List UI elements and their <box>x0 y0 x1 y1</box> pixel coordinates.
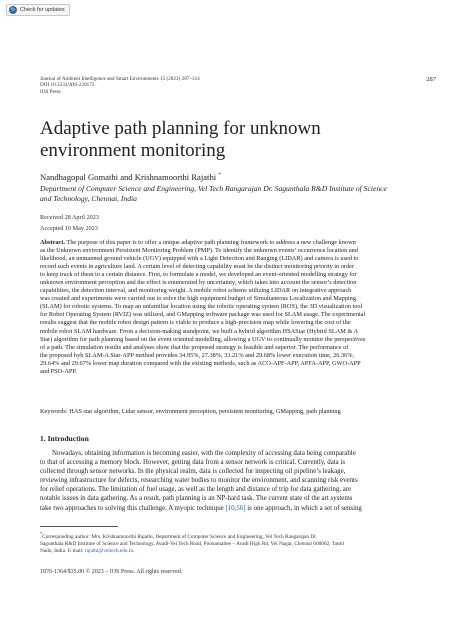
abstract-line: of a path. The simulation results and analyses show that the proposed strategy is feasible and superior. The performance of <box>40 343 349 351</box>
keywords-text: HAS star algorithm, Lidar sensor, environment perception, persistent monitoring, GMapping, path planning <box>69 408 341 415</box>
abstract-line: to keep track of them to a certain distance. First, to formulate a model, we developed an event-oriented modelling strategy for <box>40 271 357 279</box>
footnote-divider <box>40 526 118 527</box>
affiliation-line: Department of Computer Science and Engineering, Vel Tech Rangarajan Dr. Sagunthala R&D Institute of Science <box>40 184 387 193</box>
received-date: Received 28 April 2023 <box>40 214 99 221</box>
footnote <box>40 530 438 555</box>
abstract-line: as the Unknown environment Persistent Monitoring Problem (PMP). To identify the unknown events’ occurrence location and <box>40 247 358 255</box>
abstract-line: results suggest that the mobile robot design pattern is viable to produce a high-precision map while lowering the cost of the <box>40 319 351 327</box>
title-line: environment monitoring <box>40 140 226 161</box>
keywords-label: Keywords: <box>40 408 68 415</box>
abstract-line: unknown environment perception and the effect is enumerated by uncertainty, which takes into account the sensor’s detection <box>40 279 357 287</box>
accepted-date: Accepted 10 May 2023 <box>40 225 98 232</box>
paper-title <box>40 118 440 162</box>
corresponding-author-mark[interactable]: * <box>218 172 222 179</box>
copyright-notice: 1876-1364/$35.00 © 2023 – IOS Press. All rights reserved. <box>40 569 183 575</box>
footnote-line: *Corresponding author: Mrs. Krishnamoorthi Rajathi, Department of Computer Science and Engineering, Vel Tech Rangarajan Dr. <box>40 531 318 540</box>
abstract <box>40 239 438 376</box>
abstract-line: likelihood, an unmanned ground vehicle (UGV) equipped with a Light Detection and Ranging (LIDAR) and camera is used to <box>40 255 359 263</box>
body-line: for relief operations. The limitation of fuel usage, as well as the length and distance of trip for data gathering, are <box>40 486 352 494</box>
abstract-line: mobile robot SLAM hardware. From a decision-making standpoint, we built a hybrid algorithm HSAStar (Hybrid SLAM & A <box>40 327 359 335</box>
check-for-updates-badge[interactable] <box>6 4 70 16</box>
citation-link[interactable]: [10,56] <box>225 504 246 512</box>
body-line: reviewing infrastructure for defects, researching water bodies to monitor the environment, and scanning risk events <box>40 477 358 485</box>
page-number: 287 <box>426 76 436 83</box>
keywords <box>40 408 438 415</box>
journal-publisher: IOS Press <box>40 88 61 95</box>
abstract-line: for Robot Operating System (RVIZ) was utilized, and GMapping software package was used for SLAM usage. The experimental <box>40 311 366 319</box>
author-names: Nandhagopal Gomathi and Krishnamoorthi Rajathi <box>40 172 217 182</box>
abstract-line: 29.64% and 29.67% lower map duration compared with the existing methods, such as ACO-APF-APP, APFA-APP, GWO-APP <box>40 359 361 367</box>
body-line: to that of accessing a memory block. However, getting data from a sensor network is critical. Currently, data is <box>40 459 346 467</box>
abstract-line: Abstract. The purpose of this paper is to offer a unique adaptive path planning framework to address a new challenge known <box>40 239 356 246</box>
authors <box>40 172 221 182</box>
abstract-line: and PSO-APP. <box>40 367 77 375</box>
body-line: collected through sensor networks. In the physical realm, data is collected for inspecting oil pipeline’s leakage, <box>40 468 346 476</box>
abstract-line: was created and experiments were carried out to solve the high equipment budget of Simultaneous Localization and Mapping <box>40 295 356 303</box>
footnote-line: Nadu, India. E-mail: rajathi@veltech.edu.in. <box>40 547 135 554</box>
abstract-line: capabilities, the detection interval, and monitoring weight. A mobile robot scheme utilizing LIDAR on integrative approach <box>40 287 352 295</box>
abstract-line: (SLAM) for robotic systems. To map an unfamiliar location using the robotic operating system (ROS), the 3D visualization tool <box>40 303 363 311</box>
footnote-mark: * <box>40 531 43 536</box>
affiliation-line: and Technology, Chennai, India <box>40 193 137 203</box>
update-check-icon: ↻ <box>10 7 16 13</box>
title-line: Adaptive path planning for unknown <box>40 118 321 139</box>
journal-citation: Journal of Ambient Intelligence and Smart Environments 15 (2023) 287–314 <box>40 76 200 82</box>
abstract-line: the proposed hyb SLAM-A Star-APP method provides 34.95%, 27.38%, 33.21% and 29.68% lower execution time, 26.36%, <box>40 351 355 359</box>
check-for-updates-label: Check for updates <box>20 7 65 13</box>
submission-dates <box>40 212 99 234</box>
footnote-line: Sagunthala R&D Institute of Science and Technology, Avadi-Vel Tech Road, Poonamallee – Avadi High Rd, Vel Nagar, Chennai 600062, Tamil <box>40 540 345 547</box>
body-line: notable issues in data gathering. As a result, path planning is an NP-hard task. The current state of the art systems <box>40 495 353 503</box>
abstract-line: record such events in agriculture land. A certain level of detecting capability must be the distinct monitoring priority in order <box>40 263 355 271</box>
abstract-label: Abstract. <box>40 239 66 246</box>
section-heading: 1. Introduction <box>40 434 89 443</box>
body-line: Nowadays, obtaining information is becoming easier, with the complexity of accessing data being comparable <box>52 450 356 457</box>
body-line: take two approaches to solving this challenge. A myopic technique [10,56] is one approach, in which a set of sensing <box>40 504 362 512</box>
journal-header <box>40 76 200 95</box>
author-email-link[interactable]: rajathi@veltech.edu.in <box>84 547 133 554</box>
journal-doi: DOI 10.3233/AIS-220175 <box>40 82 95 89</box>
abstract-line: Star) algorithm for path planning based on the event oriented modelling, allowing a UGV to continually monitor the perspectives <box>40 335 366 343</box>
affiliation <box>40 184 440 203</box>
body-text <box>40 449 438 513</box>
